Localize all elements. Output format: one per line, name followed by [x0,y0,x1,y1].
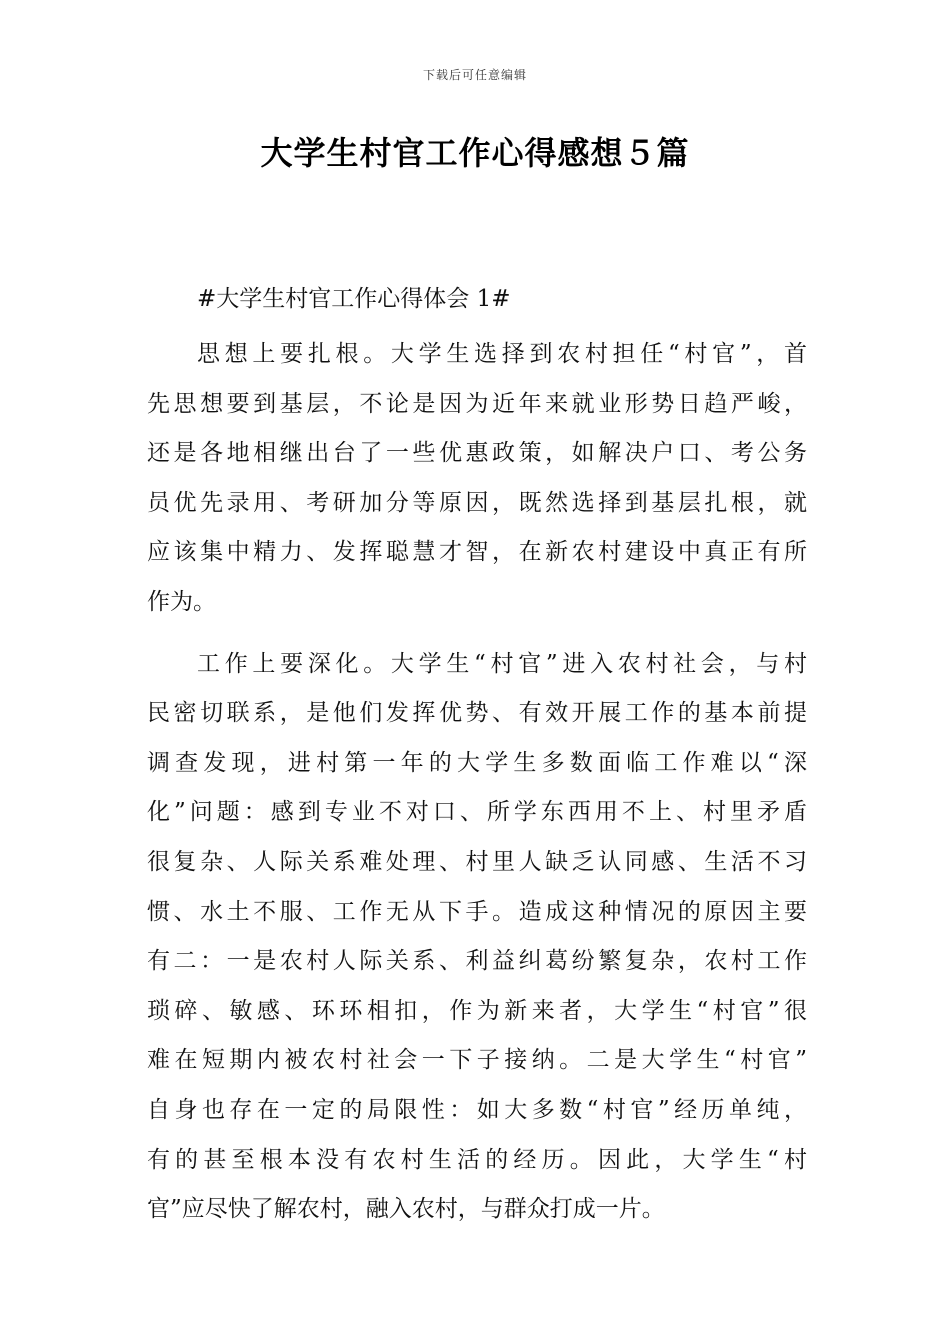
paragraph-line: 有的甚至根本没有农村生活的经历。因此，大学生“村 [147,1146,807,1173]
paragraph-line: 化”问题：感到专业不对口、所学东西用不上、村里矛盾 [147,799,807,826]
paragraph-line: 惯、水土不服、工作无从下手。造成这种情况的原因主要 [147,898,807,925]
paragraph-line: 琐碎、敏感、环环相扣，作为新来者，大学生“村官”很 [147,997,807,1024]
paragraph-line: 民密切联系，是他们发挥优势、有效开展工作的基本前提 [147,700,807,727]
paragraph-line: 还是各地相继出台了一些优惠政策，如解决户口、考公务 [147,440,807,467]
paragraph-line: 自身也存在一定的局限性：如大多数“村官”经历单纯， [147,1096,807,1123]
paragraph-line: 先思想要到基层，不论是因为近年来就业形势日趋严峻， [147,390,807,417]
paragraph-line: 调查发现，进村第一年的大学生多数面临工作难以“深 [147,749,807,776]
paragraph-line: 员优先录用、考研加分等原因，既然选择到基层扎根，就 [147,489,807,516]
paragraph-line: 官”应尽快了解农村，融入农村，与群众打成一片。 [147,1196,665,1223]
paragraph-1 [147,330,807,628]
paragraph-line: 难在短期内被农村社会一下子接纳。二是大学生“村官” [147,1047,807,1074]
paragraph-line: 思想上要扎根。大学生选择到农村担任“村官”，首 [197,341,807,367]
paragraph-2 [147,640,807,1235]
paragraph-line: 很复杂、人际关系难处理、村里人缺乏认同感、生活不习 [147,848,807,875]
paragraph-line: 工作上要深化。大学生“村官”进入农村社会，与村 [197,650,807,677]
document-body [147,280,807,1235]
document-title: 大学生村官工作心得感想５篇 [260,134,690,172]
paragraph-line: 应该集中精力、发挥聪慧才智，在新农村建设中真正有所 [147,539,807,566]
header-note: 下载后可任意编辑 [422,68,527,82]
paragraph-line: 作为。 [147,588,216,615]
section-heading: #大学生村官工作心得体会 1# [197,286,511,312]
paragraph-line: 有二：一是农村人际关系、利益纠葛纷繁复杂，农村工作 [147,948,807,975]
